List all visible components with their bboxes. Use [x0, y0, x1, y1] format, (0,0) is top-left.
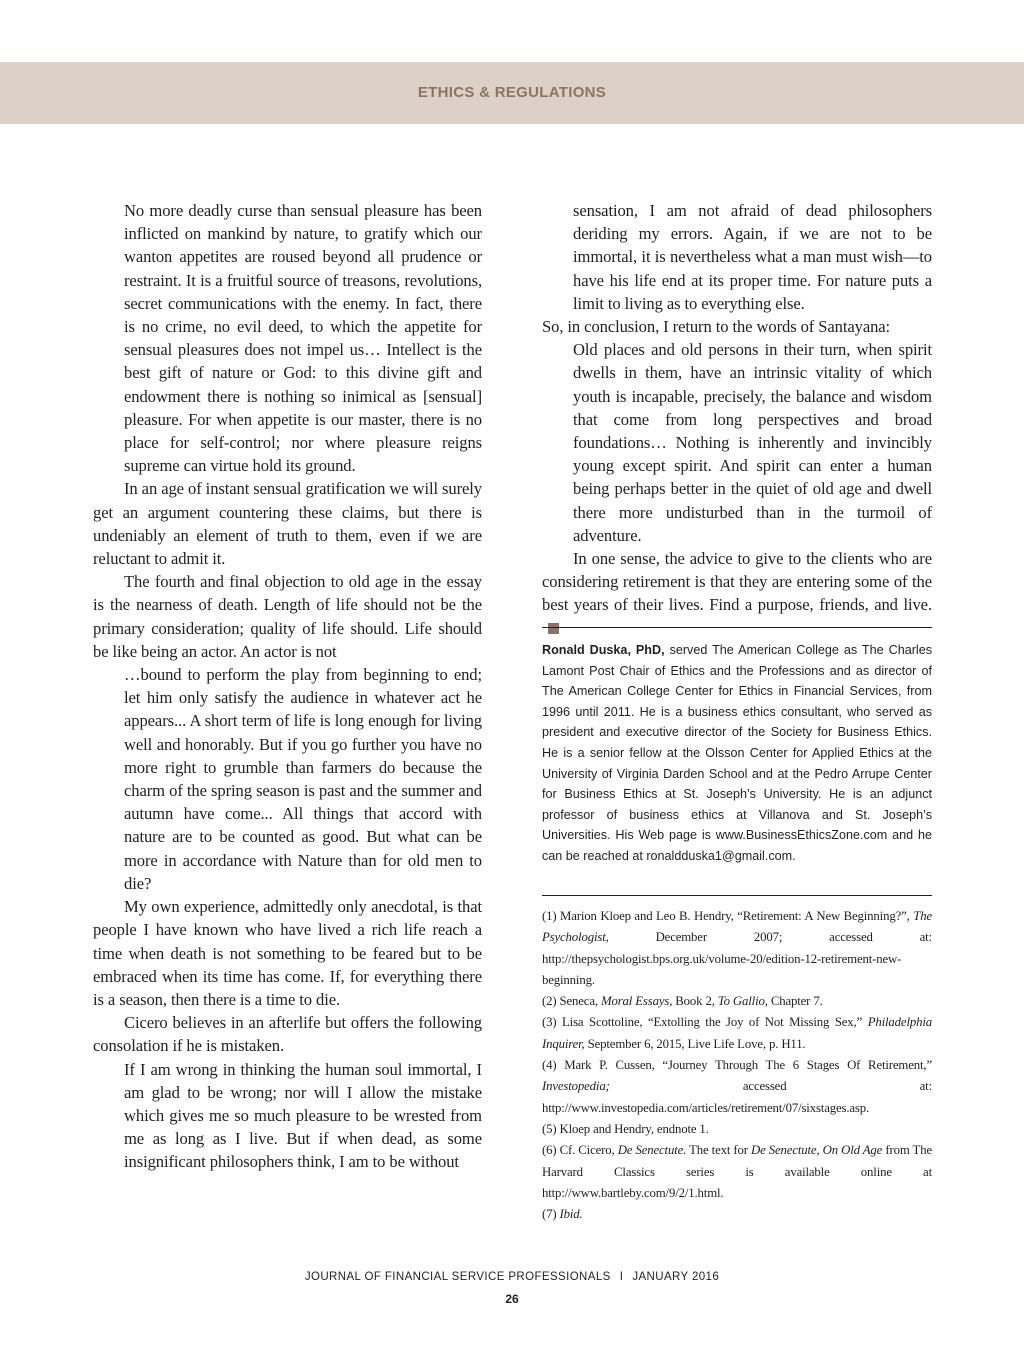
endnote	[542, 1140, 932, 1204]
note-text: (1) Marion Kloep and Leo B. Hendry, “Retirement: A New Beginning?”,	[542, 909, 914, 923]
note-italic: The Psychologist,	[542, 909, 932, 945]
note-italic: De Senectute.	[617, 1143, 687, 1158]
page-number: 26	[505, 1292, 519, 1306]
note-text: from The Harvard Classics series is available online at http://www.bartleby.com/9/2/1.html.	[542, 1143, 932, 1200]
endnote	[542, 1204, 932, 1225]
issue-date: JANUARY 2016	[632, 1271, 720, 1283]
paragraph: In an age of instant sensual gratification we will surely get an argument countering these claims, but there is undeniably an element of truth to them, even if we are reluctant to admit it.	[93, 479, 482, 569]
right-column	[542, 199, 932, 640]
note-text: December 2007; accessed at: http://thepsychologist.bps.org.uk/volume-20/edition-12-retirement-new-beginning.	[542, 930, 932, 987]
paragraph: Cicero believes in an afterlife but offers the following consolation if he is mistaken.	[93, 1013, 482, 1056]
note-text: The text for	[686, 1143, 752, 1158]
paragraph: My own experience, admittedly only anecdotal, is that people I have known who have lived a rich life reach a time when death is not something to be feared but to be embraced when its time has come. If, for everything there is a season, then there is a time to die.	[93, 897, 482, 1009]
section-title: ETHICS & REGULATIONS	[417, 84, 607, 101]
author-name: Ronald Duska, PhD,	[542, 643, 665, 657]
paragraph: The fourth and final objection to old age in the essay is the nearness of death. Length of life should not be the primary consideration; quality of life should. Life should be like being an actor. An actor is not	[93, 572, 482, 661]
footer-separator: I	[619, 1271, 624, 1283]
closing-text: In one sense, the advice to give to the clients who are considering retirement is that they are entering some of the best years of their lives. Find a purpose, friends, and live.	[542, 549, 932, 615]
note-italic: Investopedia;	[542, 1079, 610, 1094]
block-quote: If I am wrong in thinking the human soul immortal, I am glad to be wrong; nor will I allow the mistake which gives me so much pleasure to be wrested from me as long as I live. But if when dead, as some insignificant philosophers think, I am to be without	[124, 1059, 482, 1172]
block-quote: Old places and old persons in their turn, when spirit dwells in them, have an intrinsic vitality of which youth is incapable, precisely, the balance and wisdom that come from long perspectives and broad foundations… Nothing is inherently and invincibly young except spirit. And spirit can enter a human being perhaps better in the quiet of old age and dwell there more undisturbed than in the turmoil of adventure.	[573, 340, 932, 545]
note-text: Chapter 7.	[767, 994, 823, 1009]
left-column	[93, 199, 482, 1174]
note-italic: To Gallio,	[717, 994, 768, 1009]
author-bio	[542, 640, 932, 867]
note-italic: Moral Essays,	[600, 994, 673, 1009]
block-quote: …bound to perform the play from beginning to end; let him only satisfy the audience in whatever act he appears... A short term of life is long enough for living well and honorably. But if you go further you have no more right to grumble than farmers do because the charm of the spring season is past and the summer and autumn have come... All things that accord with nature are to be counted as good. But what can be more in accordance with Nature than for old men to die?	[124, 665, 482, 893]
endnote: (5) Kloep and Hendry, endnote 1.	[542, 1121, 709, 1136]
note-text: (6) Cf. Cicero,	[542, 1143, 618, 1158]
section-banner	[0, 62, 1024, 124]
endnotes	[542, 906, 932, 1225]
journal-name: JOURNAL OF FINANCIAL SERVICE PROFESSIONALS	[304, 1271, 611, 1283]
note-text: accessed at: http://www.investopedia.com/articles/retirement/07/sixstages.asp.	[542, 1079, 932, 1115]
block-quote: No more deadly curse than sensual pleasure has been inflicted on mankind by nature, to gratify which our wanton appetites are roused beyond all prudence or restraint. It is a fruitful source of treasons, revolutions, secret communications with the enemy. In fact, there is no crime, no evil deed, to which the appetite for sensual pleasures does not impel us… Intellect is the best gift of nature or God: to this divine gift and endowment there is nothing so inimical as [sensual] pleasure. For when appetite is our master, there is no place for self-control; nor where pleasure reigns supreme can virtue hold its ground.	[124, 201, 482, 476]
note-text: (7)	[542, 1207, 560, 1222]
note-text: (3) Lisa Scottoline, “Extolling the Joy of Not Missing Sex,”	[542, 1015, 868, 1030]
endnote	[542, 991, 932, 1012]
note-italic: Ibid.	[559, 1207, 583, 1222]
paragraph: So, in conclusion, I return to the words of Santayana:	[542, 317, 891, 337]
note-text: (2) Seneca,	[542, 994, 601, 1009]
closing-paragraph	[542, 547, 932, 640]
endnote	[542, 906, 932, 991]
note-italic: Philadelphia Inquirer,	[542, 1015, 932, 1051]
note-text: September 6, 2015, Live Life Love, p. H11.	[584, 1036, 806, 1051]
note-italic: De Senectute, On Old Age	[751, 1143, 883, 1158]
note-text: (4) Mark P. Cussen, “Journey Through The 6 Stages Of Retirement,”	[542, 1058, 932, 1073]
end-mark-square-icon	[548, 623, 559, 634]
author-bio-text: served The American College as The Charles Lamont Post Chair of Ethics and the Professions and as director of The American College Center for Ethics in Financial Services, from 1996 until 2011. He is a business ethics consultant, who served as president and executive director of the Society for Business Ethics. He is a senior fellow at the Olsson Center for Applied Ethics at the University of Virginia Darden School and at the Pedro Arrupe Center for Business Ethics at St. Joseph’s University. He is an adjunct professor of business ethics at Villanova and St. Joseph’s Universities. His Web page is www.BusinessEthicsZone.com and he can be reached at ronaldduska1@gmail.com.	[542, 643, 932, 863]
endnote	[542, 1012, 932, 1055]
endnote	[542, 1055, 932, 1119]
divider	[542, 627, 932, 628]
page-footer	[0, 1271, 1024, 1283]
block-quote: sensation, I am not afraid of dead philosophers deriding my errors. Again, if we are not to be immortal, it is nevertheless what a man must wish—to have his life end at its proper time. For nature puts a limit to living as to everything else.	[573, 201, 932, 313]
note-text: Book 2,	[672, 994, 718, 1009]
divider	[542, 895, 932, 896]
